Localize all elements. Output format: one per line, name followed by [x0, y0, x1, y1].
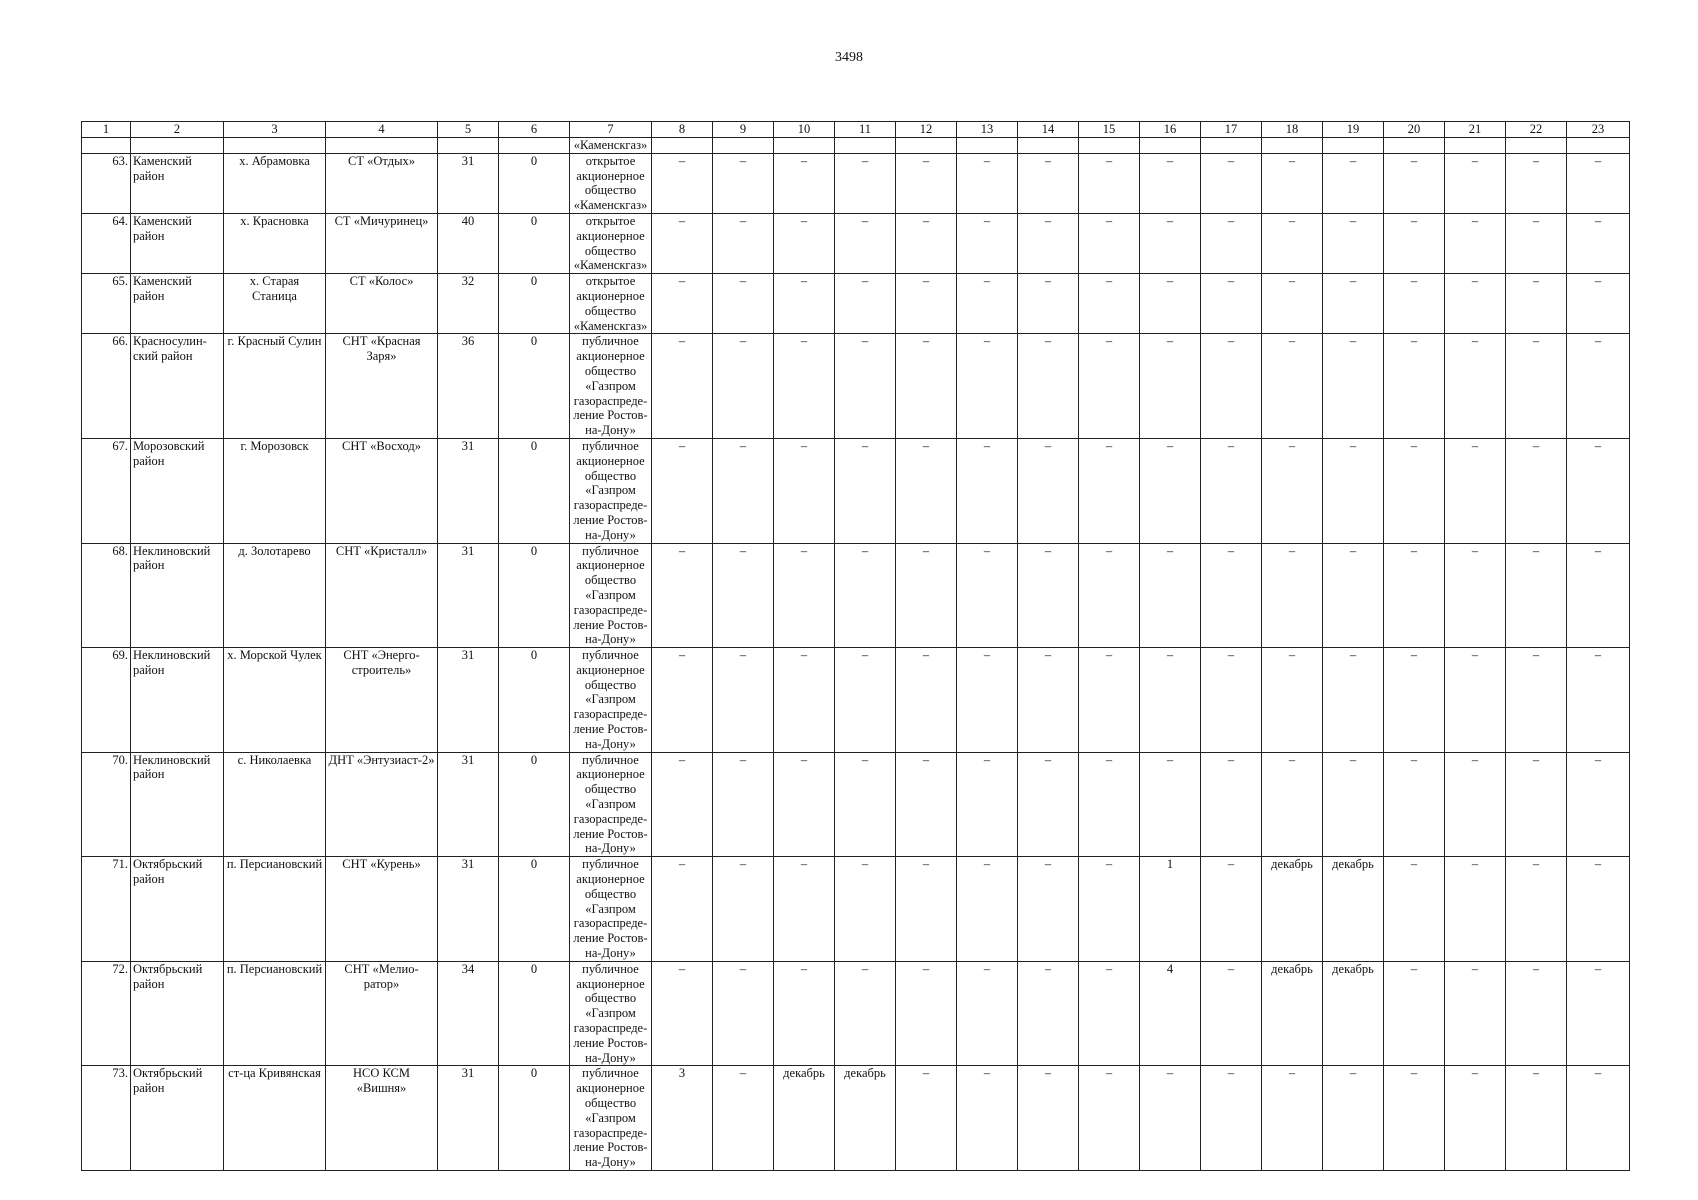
- table-cell: –: [1567, 543, 1630, 648]
- table-cell: –: [1506, 1066, 1567, 1171]
- table-cell: –: [1201, 543, 1262, 648]
- table-cell: –: [1384, 648, 1445, 753]
- table-cell: 31: [438, 153, 499, 213]
- table-cell: СТ «Мичуринец»: [326, 213, 438, 273]
- table-row: [82, 752, 1630, 857]
- table-cell: –: [713, 857, 774, 962]
- table-cell: СНТ «Красная Заря»: [326, 334, 438, 439]
- table-cell: –: [896, 153, 957, 213]
- table-cell: –: [1567, 752, 1630, 857]
- table-cell: –: [1262, 274, 1323, 334]
- table-cell: –: [1384, 334, 1445, 439]
- table-cell: –: [1140, 334, 1201, 439]
- table-cell: Октябрьский район: [131, 857, 224, 962]
- table-row: [82, 213, 1630, 273]
- table-cell: –: [652, 648, 713, 753]
- table-cell: –: [1445, 543, 1506, 648]
- table-cell: СНТ «Энерго- строитель»: [326, 648, 438, 753]
- table-cell: 0: [499, 543, 570, 648]
- header-cell: 15: [1079, 122, 1140, 138]
- table-cell: –: [713, 752, 774, 857]
- table-cell: –: [1445, 153, 1506, 213]
- table-cell: 69.: [82, 648, 131, 753]
- table-cell: –: [1201, 1066, 1262, 1171]
- table-cell: –: [1079, 857, 1140, 962]
- table-cell: х. Красновка: [224, 213, 326, 273]
- table-cell: –: [957, 213, 1018, 273]
- table-cell: публичное акционерное общество «Газпром газораспреде- ление Ростов- на-Дону»: [570, 438, 652, 543]
- table-cell: Каменский район: [131, 213, 224, 273]
- table-cell: Неклиновский район: [131, 648, 224, 753]
- table-cell: –: [1323, 213, 1384, 273]
- table-cell: –: [1201, 334, 1262, 439]
- table-cell: –: [1445, 648, 1506, 753]
- table-cell: –: [1079, 274, 1140, 334]
- table-cell: декабрь: [1323, 961, 1384, 1066]
- header-cell: 17: [1201, 122, 1262, 138]
- table-cell: 63.: [82, 153, 131, 213]
- table-cell: декабрь: [1323, 857, 1384, 962]
- table-cell: –: [1079, 213, 1140, 273]
- table-cell: 0: [499, 1066, 570, 1171]
- table-cell: 0: [499, 648, 570, 753]
- table-cell: –: [774, 648, 835, 753]
- table-cell: –: [835, 961, 896, 1066]
- data-table: [81, 121, 1630, 1171]
- table-cell: декабрь: [1262, 961, 1323, 1066]
- table-cell: –: [774, 274, 835, 334]
- table-cell: –: [1018, 213, 1079, 273]
- table-cell: –: [1567, 274, 1630, 334]
- header-cell: 2: [131, 122, 224, 138]
- table-cell: –: [713, 274, 774, 334]
- table-cell: –: [1201, 438, 1262, 543]
- table-cell: –: [1140, 438, 1201, 543]
- table-cell: СНТ «Кристалл»: [326, 543, 438, 648]
- table-cell: –: [774, 213, 835, 273]
- table-cell: –: [1506, 153, 1567, 213]
- header-cell: 23: [1567, 122, 1630, 138]
- header-cell: 18: [1262, 122, 1323, 138]
- table-row: [82, 274, 1630, 334]
- table-cell: –: [835, 752, 896, 857]
- table-cell: –: [1567, 438, 1630, 543]
- table-cell: –: [1018, 153, 1079, 213]
- table-cell: 0: [499, 752, 570, 857]
- table-cell: –: [1323, 543, 1384, 648]
- table-cell: –: [835, 648, 896, 753]
- table-cell: –: [1201, 752, 1262, 857]
- table-cell: –: [896, 543, 957, 648]
- table-cell: –: [1201, 648, 1262, 753]
- table-cell: –: [774, 153, 835, 213]
- table-cell: х. Абрамовка: [224, 153, 326, 213]
- table-cell: –: [1506, 857, 1567, 962]
- table-cell: публичное акционерное общество «Газпром газораспреде- ление Ростов- на-Дону»: [570, 752, 652, 857]
- table-cell: –: [1323, 334, 1384, 439]
- table-row: [82, 648, 1630, 753]
- table-cell: –: [652, 213, 713, 273]
- table-cell: 0: [499, 274, 570, 334]
- header-cell: 20: [1384, 122, 1445, 138]
- continuation-cell: «Каменскгаз»: [570, 137, 652, 153]
- table-cell: –: [774, 543, 835, 648]
- table-cell: 3: [652, 1066, 713, 1171]
- table-cell: публичное акционерное общество «Газпром газораспреде- ление Ростов- на-Дону»: [570, 334, 652, 439]
- table-cell: –: [1079, 153, 1140, 213]
- table-cell: –: [652, 961, 713, 1066]
- table-cell: –: [774, 438, 835, 543]
- table-cell: 40: [438, 213, 499, 273]
- table-cell: –: [1384, 857, 1445, 962]
- continuation-row: [82, 137, 1630, 153]
- table-cell: –: [652, 857, 713, 962]
- table-cell: 34: [438, 961, 499, 1066]
- table-cell: –: [896, 857, 957, 962]
- table-row: [82, 543, 1630, 648]
- table-cell: –: [896, 961, 957, 1066]
- table-cell: –: [1262, 543, 1323, 648]
- table-cell: –: [1323, 752, 1384, 857]
- table-cell: 66.: [82, 334, 131, 439]
- table-cell: –: [1567, 334, 1630, 439]
- table-cell: –: [713, 213, 774, 273]
- header-cell: 11: [835, 122, 896, 138]
- table-cell: 64.: [82, 213, 131, 273]
- table-cell: –: [1506, 752, 1567, 857]
- header-cell: 9: [713, 122, 774, 138]
- table-cell: СНТ «Мелио- ратор»: [326, 961, 438, 1066]
- table-cell: –: [713, 334, 774, 439]
- table-cell: –: [652, 274, 713, 334]
- table-cell: –: [1262, 648, 1323, 753]
- table-cell: ст-ца Кривянская: [224, 1066, 326, 1171]
- table-cell: –: [1140, 1066, 1201, 1171]
- table-cell: –: [774, 752, 835, 857]
- table-cell: –: [1079, 438, 1140, 543]
- table-cell: –: [1018, 648, 1079, 753]
- table-cell: –: [713, 153, 774, 213]
- table-row: [82, 961, 1630, 1066]
- table-cell: –: [957, 543, 1018, 648]
- table-cell: –: [713, 438, 774, 543]
- header-cell: 1: [82, 122, 131, 138]
- table-cell: 31: [438, 438, 499, 543]
- table-cell: п. Персиановский: [224, 857, 326, 962]
- table-cell: Октябрьский район: [131, 961, 224, 1066]
- header-cell: 21: [1445, 122, 1506, 138]
- table-cell: –: [1445, 961, 1506, 1066]
- table-cell: декабрь: [1262, 857, 1323, 962]
- table-cell: –: [1262, 334, 1323, 439]
- table-cell: СНТ «Курень»: [326, 857, 438, 962]
- header-cell: 19: [1323, 122, 1384, 138]
- table-cell: –: [835, 857, 896, 962]
- table-cell: СТ «Отдых»: [326, 153, 438, 213]
- table-cell: –: [1384, 153, 1445, 213]
- table-cell: –: [713, 961, 774, 1066]
- table-cell: –: [1384, 543, 1445, 648]
- table-cell: –: [1384, 438, 1445, 543]
- table-cell: д. Золотарево: [224, 543, 326, 648]
- table-cell: –: [1567, 153, 1630, 213]
- table-cell: –: [1079, 1066, 1140, 1171]
- table-cell: –: [1445, 274, 1506, 334]
- table-cell: 0: [499, 961, 570, 1066]
- table-cell: –: [1567, 213, 1630, 273]
- table-cell: г. Красный Сулин: [224, 334, 326, 439]
- table-cell: –: [1506, 648, 1567, 753]
- table-cell: 31: [438, 857, 499, 962]
- table-cell: –: [1262, 213, 1323, 273]
- table-cell: –: [1445, 334, 1506, 439]
- table-row: [82, 334, 1630, 439]
- table-cell: –: [713, 543, 774, 648]
- table-cell: х. Морской Чулек: [224, 648, 326, 753]
- table-cell: –: [1323, 274, 1384, 334]
- table-cell: –: [835, 334, 896, 439]
- table-cell: –: [1262, 153, 1323, 213]
- table-cell: публичное акционерное общество «Газпром газораспреде- ление Ростов- на-Дону»: [570, 1066, 652, 1171]
- table-row: [82, 857, 1630, 962]
- table-cell: –: [1201, 961, 1262, 1066]
- table-cell: –: [713, 1066, 774, 1171]
- table-cell: –: [1445, 857, 1506, 962]
- table-cell: Неклиновский район: [131, 543, 224, 648]
- table-cell: Красносулин- ский район: [131, 334, 224, 439]
- table-cell: х. Старая Станица: [224, 274, 326, 334]
- header-cell: 10: [774, 122, 835, 138]
- table-cell: –: [1262, 752, 1323, 857]
- table-cell: –: [896, 213, 957, 273]
- table-cell: –: [1445, 438, 1506, 543]
- page-number: 3498: [835, 50, 863, 65]
- table-cell: 0: [499, 153, 570, 213]
- table-cell: –: [957, 961, 1018, 1066]
- table-cell: –: [652, 334, 713, 439]
- table-cell: –: [835, 153, 896, 213]
- table-cell: –: [1262, 438, 1323, 543]
- table-cell: открытое акционерное общество «Каменскгаз»: [570, 153, 652, 213]
- table-cell: 0: [499, 213, 570, 273]
- table-cell: –: [1079, 752, 1140, 857]
- table-cell: –: [1384, 213, 1445, 273]
- table-cell: –: [1140, 213, 1201, 273]
- table-cell: –: [896, 274, 957, 334]
- header-cell: 7: [570, 122, 652, 138]
- table-cell: –: [1506, 438, 1567, 543]
- table-cell: декабрь: [774, 1066, 835, 1171]
- header-cell: 14: [1018, 122, 1079, 138]
- table-cell: 4: [1140, 961, 1201, 1066]
- table-cell: –: [1201, 857, 1262, 962]
- table-cell: –: [1140, 274, 1201, 334]
- table-cell: 31: [438, 543, 499, 648]
- table-cell: –: [774, 857, 835, 962]
- table-cell: 0: [499, 334, 570, 439]
- table-cell: –: [1018, 961, 1079, 1066]
- table-cell: публичное акционерное общество «Газпром газораспреде- ление Ростов- на-Дону»: [570, 961, 652, 1066]
- table-cell: –: [1323, 438, 1384, 543]
- table-cell: –: [652, 153, 713, 213]
- table-cell: 72.: [82, 961, 131, 1066]
- header-cell: 8: [652, 122, 713, 138]
- header-cell: 3: [224, 122, 326, 138]
- table-cell: –: [1079, 543, 1140, 648]
- table-cell: Каменский район: [131, 153, 224, 213]
- table-cell: –: [652, 543, 713, 648]
- table-cell: –: [1567, 961, 1630, 1066]
- table-cell: –: [1262, 1066, 1323, 1171]
- table-cell: Октябрьский район: [131, 1066, 224, 1171]
- table-cell: –: [957, 857, 1018, 962]
- table-cell: –: [957, 153, 1018, 213]
- table-cell: ДНТ «Энтузиаст-2»: [326, 752, 438, 857]
- table-cell: 32: [438, 274, 499, 334]
- table-cell: 0: [499, 857, 570, 962]
- table-cell: декабрь: [835, 1066, 896, 1171]
- table-cell: публичное акционерное общество «Газпром газораспреде- ление Ростов- на-Дону»: [570, 648, 652, 753]
- header-cell: 22: [1506, 122, 1567, 138]
- table-cell: –: [1567, 1066, 1630, 1171]
- table-cell: –: [957, 1066, 1018, 1171]
- table-cell: СТ «Колос»: [326, 274, 438, 334]
- table-cell: –: [1201, 274, 1262, 334]
- table-cell: открытое акционерное общество «Каменскгаз»: [570, 274, 652, 334]
- table-cell: публичное акционерное общество «Газпром газораспреде- ление Ростов- на-Дону»: [570, 543, 652, 648]
- table-cell: –: [1445, 1066, 1506, 1171]
- table-cell: –: [896, 648, 957, 753]
- table-cell: п. Персиановский: [224, 961, 326, 1066]
- table-cell: с. Николаевка: [224, 752, 326, 857]
- table-cell: –: [1384, 274, 1445, 334]
- header-cell: 6: [499, 122, 570, 138]
- table-cell: –: [1018, 543, 1079, 648]
- table-cell: –: [957, 334, 1018, 439]
- table-cell: 65.: [82, 274, 131, 334]
- table-cell: 71.: [82, 857, 131, 962]
- header-cell: 12: [896, 122, 957, 138]
- table-cell: –: [1018, 1066, 1079, 1171]
- table-cell: 31: [438, 648, 499, 753]
- table-cell: –: [1384, 1066, 1445, 1171]
- table-row: [82, 1066, 1630, 1171]
- table-cell: –: [1445, 752, 1506, 857]
- table-cell: –: [1018, 334, 1079, 439]
- table-cell: –: [1384, 752, 1445, 857]
- table-cell: –: [1079, 334, 1140, 439]
- table-cell: Морозовский район: [131, 438, 224, 543]
- table-row: [82, 153, 1630, 213]
- table-cell: –: [1201, 213, 1262, 273]
- table-cell: 0: [499, 438, 570, 543]
- table-cell: –: [1140, 752, 1201, 857]
- table-cell: –: [1018, 438, 1079, 543]
- table-cell: 67.: [82, 438, 131, 543]
- table-cell: –: [957, 438, 1018, 543]
- table-cell: –: [835, 543, 896, 648]
- table-cell: –: [1506, 961, 1567, 1066]
- table-cell: –: [835, 438, 896, 543]
- table-cell: –: [957, 752, 1018, 857]
- table-cell: –: [1384, 961, 1445, 1066]
- table-cell: –: [896, 752, 957, 857]
- table-cell: –: [1140, 648, 1201, 753]
- table-cell: –: [1079, 961, 1140, 1066]
- table-cell: –: [1323, 153, 1384, 213]
- table-cell: –: [1018, 274, 1079, 334]
- table-cell: открытое акционерное общество «Каменскгаз»: [570, 213, 652, 273]
- table-cell: –: [1323, 648, 1384, 753]
- table-cell: –: [957, 274, 1018, 334]
- table-cell: –: [1506, 334, 1567, 439]
- table-cell: НСО КСМ «Вишня»: [326, 1066, 438, 1171]
- table-cell: –: [1567, 648, 1630, 753]
- table-cell: –: [1140, 543, 1201, 648]
- table-cell: 73.: [82, 1066, 131, 1171]
- table-cell: –: [652, 438, 713, 543]
- table-cell: –: [896, 1066, 957, 1171]
- table-row: [82, 438, 1630, 543]
- table-cell: публичное акционерное общество «Газпром газораспреде- ление Ростов- на-Дону»: [570, 857, 652, 962]
- table-cell: –: [1323, 1066, 1384, 1171]
- table-cell: –: [774, 334, 835, 439]
- header-cell: 4: [326, 122, 438, 138]
- table-cell: –: [835, 213, 896, 273]
- table-cell: 31: [438, 752, 499, 857]
- table-cell: –: [1079, 648, 1140, 753]
- table-cell: –: [1140, 153, 1201, 213]
- table-cell: –: [774, 961, 835, 1066]
- table-cell: –: [1506, 543, 1567, 648]
- header-cell: 16: [1140, 122, 1201, 138]
- table-cell: 31: [438, 1066, 499, 1171]
- table-cell: –: [896, 438, 957, 543]
- header-cell: 13: [957, 122, 1018, 138]
- table-cell: 1: [1140, 857, 1201, 962]
- table-cell: –: [1201, 153, 1262, 213]
- table-cell: –: [1445, 213, 1506, 273]
- table-cell: –: [835, 274, 896, 334]
- table-cell: –: [713, 648, 774, 753]
- table-cell: –: [957, 648, 1018, 753]
- table-cell: –: [1018, 752, 1079, 857]
- table-cell: 36: [438, 334, 499, 439]
- table-cell: –: [1506, 274, 1567, 334]
- table-cell: –: [1506, 213, 1567, 273]
- table-cell: –: [896, 334, 957, 439]
- header-row: [82, 122, 1630, 138]
- table-cell: Неклиновский район: [131, 752, 224, 857]
- table-cell: 68.: [82, 543, 131, 648]
- table-cell: –: [652, 752, 713, 857]
- table-cell: СНТ «Восход»: [326, 438, 438, 543]
- header-cell: 5: [438, 122, 499, 138]
- table-cell: 70.: [82, 752, 131, 857]
- table-cell: –: [1567, 857, 1630, 962]
- table-cell: г. Морозовск: [224, 438, 326, 543]
- table-cell: Каменский район: [131, 274, 224, 334]
- table-cell: –: [1018, 857, 1079, 962]
